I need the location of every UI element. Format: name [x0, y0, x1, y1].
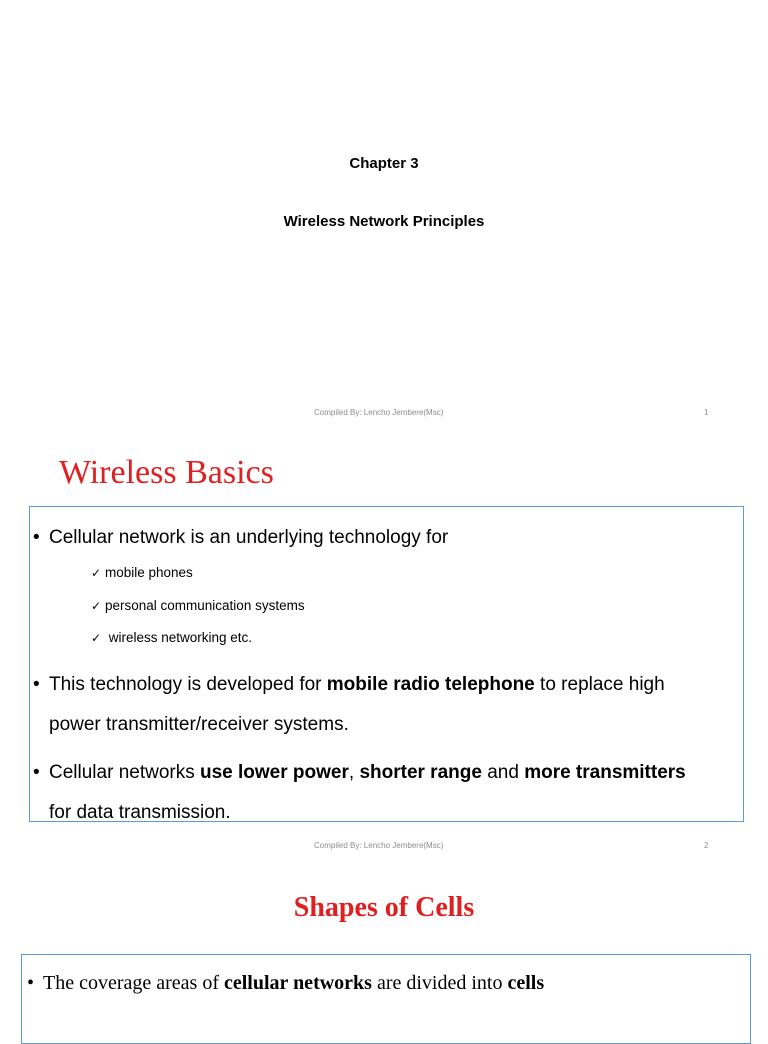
slide3-bullet-1	[27, 972, 544, 995]
slide1-footer: Compiled By: Lencho Jembere(Msc)	[314, 408, 444, 417]
slide2-bullet-2	[33, 674, 665, 696]
bullet-2-text-a: This technology is developed for	[49, 674, 327, 695]
slide2-page-number: 2	[704, 841, 709, 850]
bullet-2-text-c: to replace high	[534, 674, 665, 695]
slide3-bullet-emphasis-cells: cells	[507, 972, 545, 994]
slide2-bullet-2-continuation: power transmitter/receiver systems.	[49, 714, 349, 735]
bullet-1-text: Cellular network is an underlying technology for	[49, 527, 449, 548]
slide2-check-item-3	[91, 630, 252, 645]
check-item-label: wireless networking etc.	[105, 630, 253, 645]
slide3-bullet-emphasis-networks: cellular networks	[224, 972, 372, 994]
slide1-subtitle: Wireless Network Principles	[283, 213, 485, 230]
slide1-title: Chapter 3	[349, 155, 419, 172]
bullet-3-text-c: ,	[348, 762, 360, 783]
slide2-bullet-3	[33, 762, 686, 784]
checkmark-icon: ✓	[91, 599, 102, 613]
slide3-content-box	[21, 954, 751, 1044]
bullet-3-text-a: Cellular networks	[49, 762, 200, 783]
bullet-2-emphasis: mobile radio telephone	[326, 674, 535, 695]
bullet-icon: •	[33, 674, 40, 695]
slide2-bullet-1	[33, 527, 448, 549]
slide1-page-number: 1	[704, 408, 709, 417]
bullet-icon: •	[27, 972, 35, 994]
slide3-bullet-text-a: The coverage areas of	[43, 972, 224, 994]
slide2-footer: Compiled By: Lencho Jembere(Msc)	[314, 841, 444, 850]
slide2-bullet-3-continuation: for data transmission.	[49, 802, 231, 823]
slide3-title: Shapes of Cells	[293, 892, 475, 923]
slide2-title: Wireless Basics	[59, 454, 274, 491]
slide2-check-item-1	[91, 565, 193, 580]
checkmark-icon: ✓	[91, 631, 102, 645]
bullet-icon: •	[33, 527, 40, 548]
bullet-3-emphasis-range: shorter range	[359, 762, 482, 783]
checkmark-icon: ✓	[91, 566, 102, 580]
bullet-3-emphasis-power: use lower power	[200, 762, 349, 783]
slide3-bullet-text-c: are divided into	[371, 972, 508, 994]
bullet-icon: •	[33, 762, 40, 783]
check-item-label: mobile phones	[105, 565, 193, 580]
check-item-label: personal communication systems	[105, 598, 305, 613]
bullet-3-text-e: and	[481, 762, 525, 783]
slide2-check-item-2	[91, 598, 305, 613]
bullet-3-emphasis-transmitters: more transmitters	[524, 762, 686, 783]
